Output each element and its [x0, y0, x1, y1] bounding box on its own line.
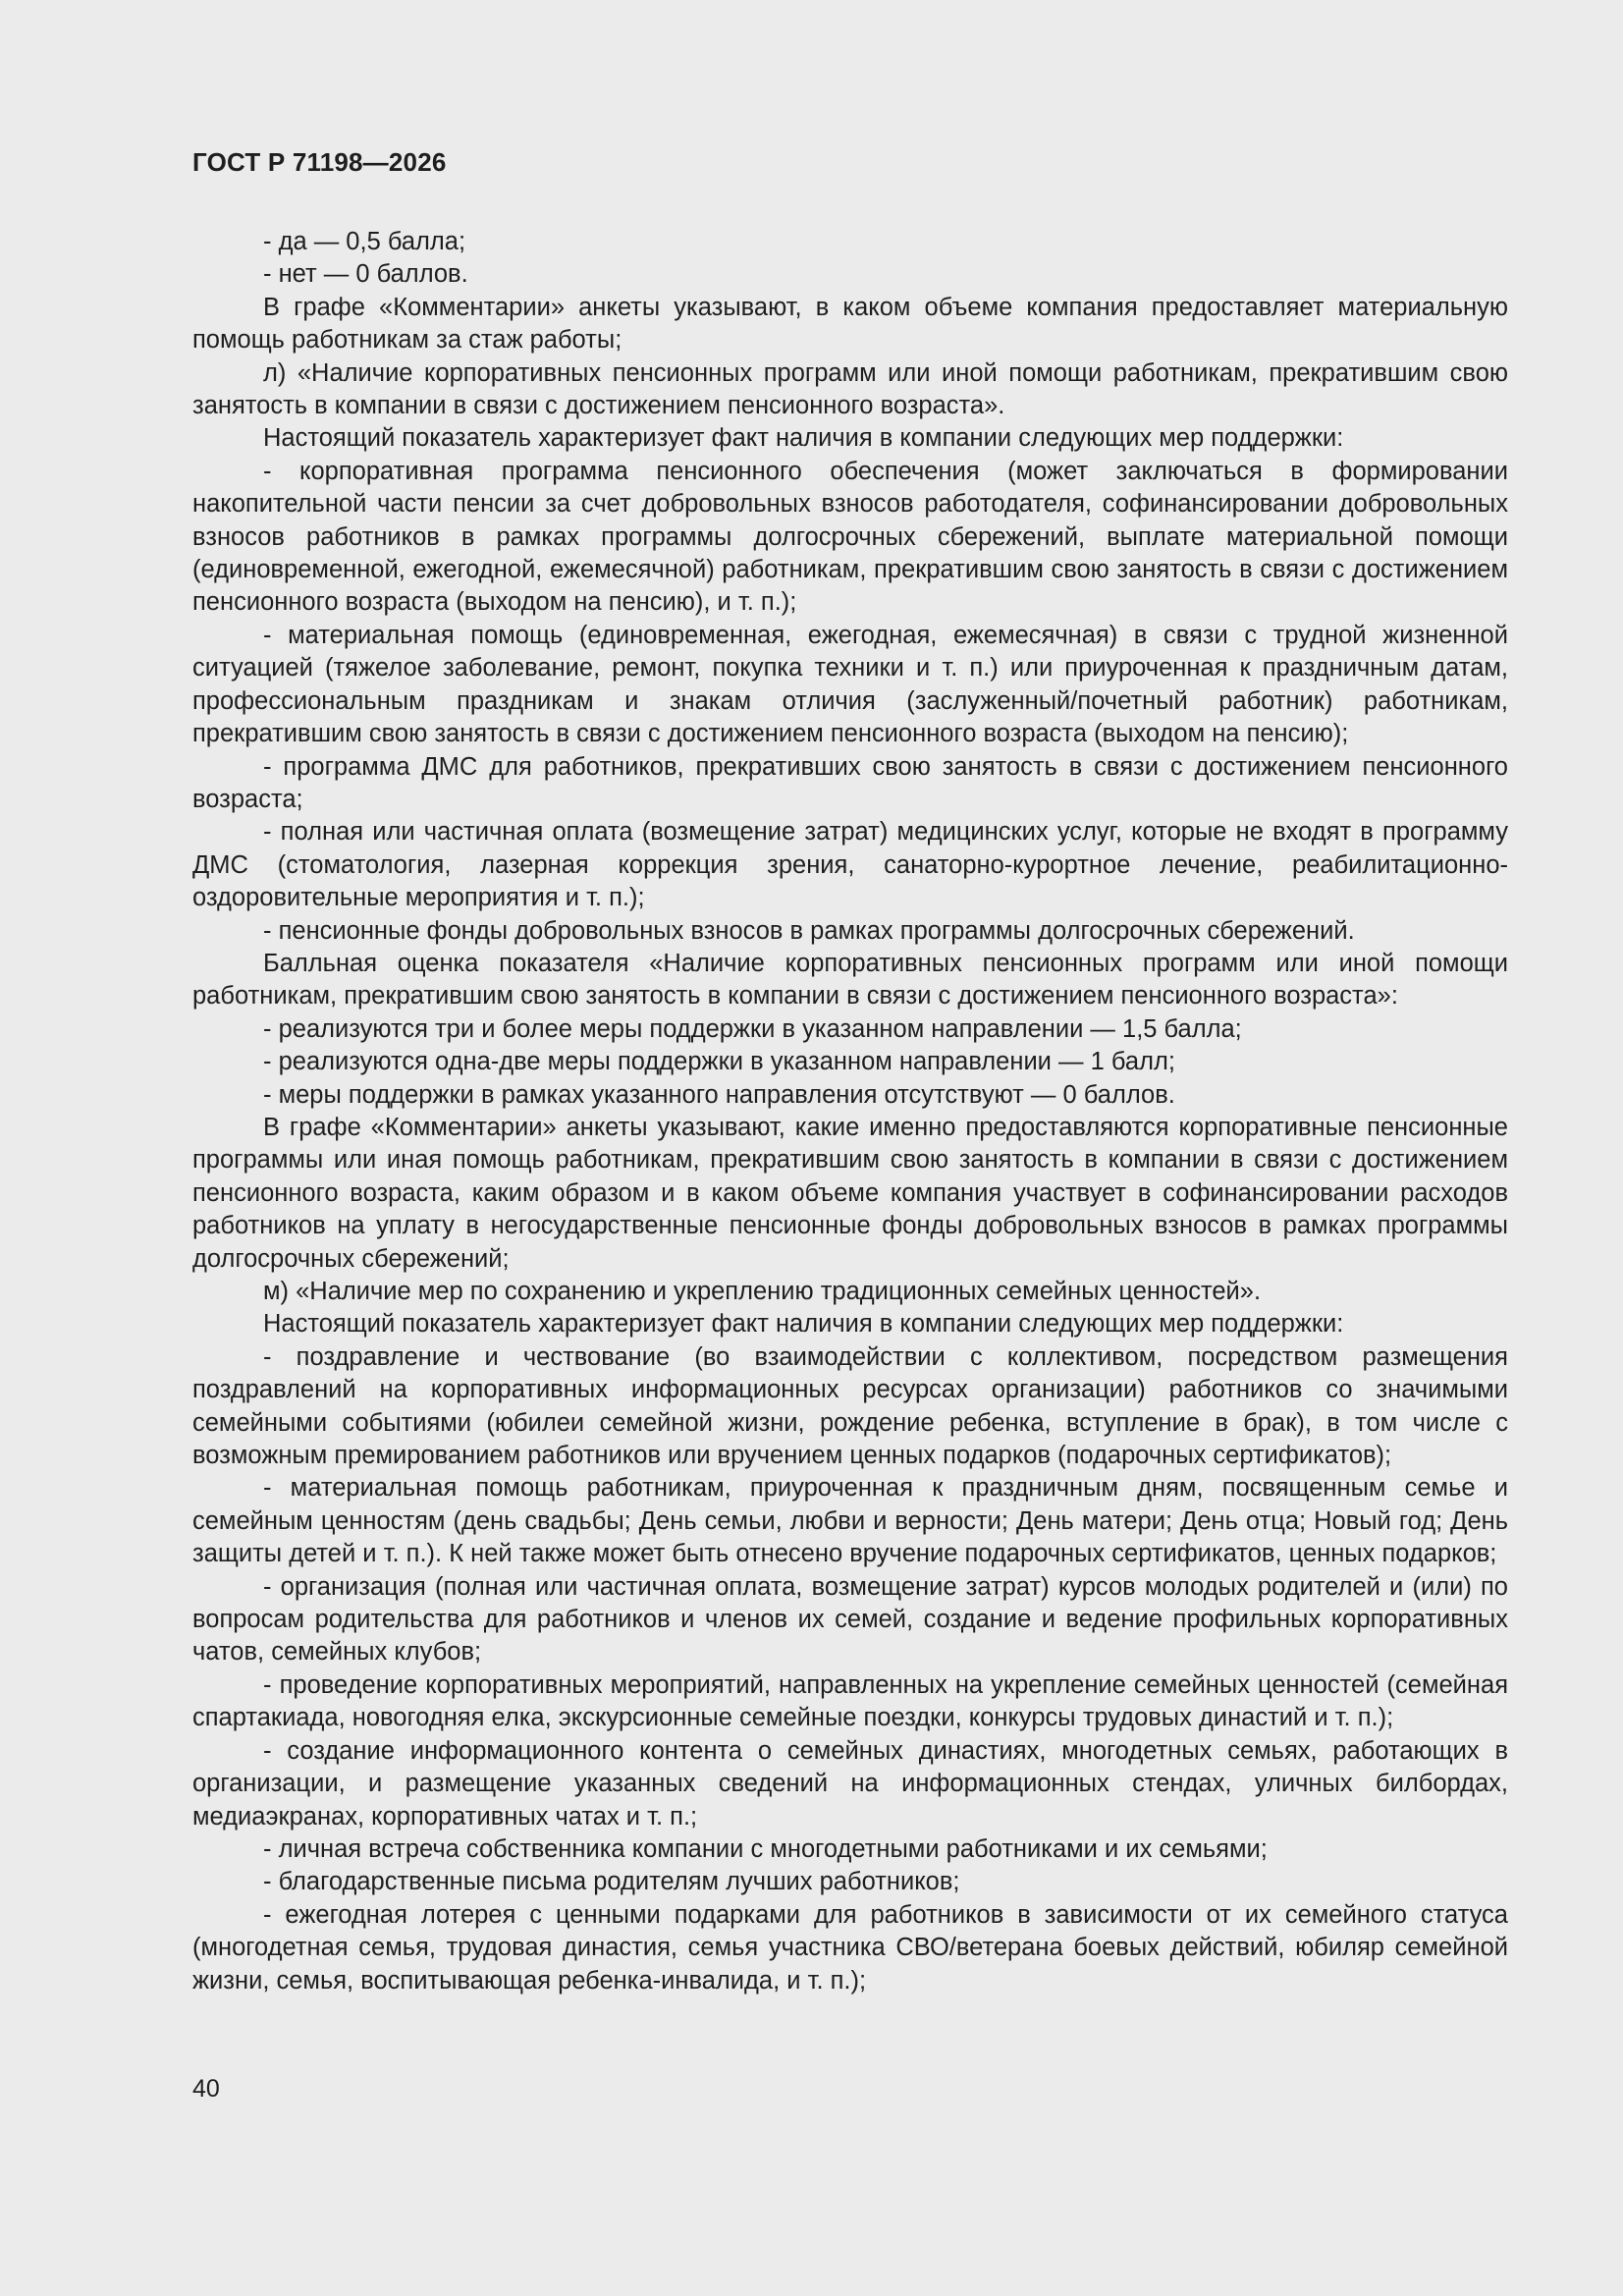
paragraph: - полная или частичная оплата (возмещение затрат) медицинских услуг, которые не входят в программу ДМС (стоматология, лазерная коррекция зрения, санаторно-курортное лечение, реабилитационно-оздоровительные мероприятия и т. п.);: [192, 818, 1508, 912]
paragraph: - поздравление и чествование (во взаимодействии с коллективом, посредством размещения поздравлений на корпоративных информационных ресурсах организации) работников со значимыми семейными событиями (юбилеи семейной жизни, рождение ребенка, вступление в брак), в том числе с возможным премированием работников или вручением ценных подарков (подарочных сертификатов);: [192, 1342, 1508, 1470]
paragraph: - создание информационного контента о семейных династиях, многодетных семьях, работающих в организации, и размещение указанных сведений на информационных стендах, уличных билбордах, медиаэкранах, корпоративных чатах и т. п.;: [192, 1736, 1508, 1831]
paragraph: - корпоративная программа пенсионного обеспечения (может заключаться в формировании накопительной части пенсии за счет добровольных взносов работодателя, софинансировании добровольных взносов работников в рамках программы долгосрочных сбережений, выплате материальной помощи (единовременной, ежегодной, ежемесячной) работникам, прекратившим свою занятость в связи с достижением пенсионного возраста (выходом на пенсию), и т. п.);: [192, 457, 1508, 617]
paragraph: - меры поддержки в рамках указанного направления отсутствуют — 0 баллов.: [263, 1080, 1175, 1109]
paragraph: Настоящий показатель характеризует факт наличия в компании следующих мер поддержки:: [263, 1310, 1344, 1339]
page-content: [192, 0, 1508, 2296]
paragraph: - организация (полная или частичная оплата, возмещение затрат) курсов молодых родителей и (или) по вопросам родительства для работников и членов их семей, создание и ведение профильных корпоративных чатов, семейных клубов;: [192, 1572, 1508, 1667]
body-text: [192, 226, 1508, 1997]
paragraph: л) «Наличие корпоративных пенсионных программ или иной помощи работникам, прекратившим свою занятость в компании в связи с достижением пенсионного возраста».: [192, 358, 1508, 420]
paragraph: - ежегодная лотерея с ценными подарками для работников в зависимости от их семейного статуса (многодетная семья, трудовая династия, семья участника СВО/ветерана боевых действий, юбиляр семейной жизни, семья, воспитывающая ребенка-инвалида, и т. п.);: [192, 1900, 1508, 1995]
paragraph: В графе «Комментарии» анкеты указывают, какие именно предоставляются корпоративные пенсионные программы или иная помощь работникам, прекратившим свою занятость в компании в связи с достижением пенсионного возраста, каким образом и в каком объеме компания участвует в софинансировании расходов работников на уплату в негосударственные пенсионные фонды добровольных взносов в рамках программы долгосрочных сбережений;: [192, 1113, 1508, 1273]
paragraph: - благодарственные письма родителям лучших работников;: [263, 1868, 960, 1896]
paragraph: - программа ДМС для работников, прекративших свою занятость в связи с достижением пенсионного возраста;: [192, 752, 1508, 813]
paragraph: - да — 0,5 балла;: [263, 228, 466, 255]
paragraph: Балльная оценка показателя «Наличие корпоративных пенсионных программ или иной помощи работникам, прекратившим свою занятость в компании в связи с достижением пенсионного возраста»:: [192, 949, 1508, 1011]
paragraph: - личная встреча собственника компании с многодетными работниками и их семьями;: [263, 1834, 1268, 1863]
paragraph: - реализуются одна-две меры поддержки в указанном направлении — 1 балл;: [263, 1048, 1175, 1076]
paragraph: м) «Наличие мер по сохранению и укреплению традиционных семейных ценностей».: [263, 1278, 1262, 1305]
paragraph: - материальная помощь работникам, приуроченная к праздничным дням, посвященным семье и семейным ценностям (день свадьбы; День семьи, любви и верности; День матери; День отца; Новый год; День защиты детей и т. п.). К ней также может быть отнесено вручение подарочных сертификатов, ценных подарков;: [192, 1474, 1508, 1568]
page-number: 40: [192, 2075, 220, 2103]
paragraph: - материальная помощь (единовременная, ежегодная, ежемесячная) в связи с трудной жизненной ситуацией (тяжелое заболевание, ремонт, покупка техники и т. п.) или приуроченная к праздничным датам, профессиональным праздникам и знакам отличия (заслуженный/почетный работник) работникам, прекратившим свою занятость в связи с достижением пенсионного возраста (выходом на пенсию);: [192, 621, 1508, 748]
paragraph: - пенсионные фонды добровольных взносов в рамках программы долгосрочных сбережений.: [263, 916, 1355, 945]
paragraph: - проведение корпоративных мероприятий, направленных на укрепление семейных ценностей (семейная спартакиада, новогодняя елка, экскурсионные семейные поездки, конкурсы трудовых династий и т. п.);: [192, 1670, 1508, 1732]
paragraph: - нет — 0 баллов.: [263, 260, 468, 289]
paragraph: - реализуются три и более меры поддержки в указанном направлении — 1,5 балла;: [263, 1014, 1242, 1043]
document-header: ГОСТ Р 71198—2026: [192, 147, 447, 177]
paragraph: Настоящий показатель характеризует факт наличия в компании следующих мер поддержки:: [263, 424, 1344, 453]
paragraph: В графе «Комментарии» анкеты указывают, в каком объеме компания предоставляет материальную помощь работникам за стаж работы;: [192, 293, 1508, 355]
